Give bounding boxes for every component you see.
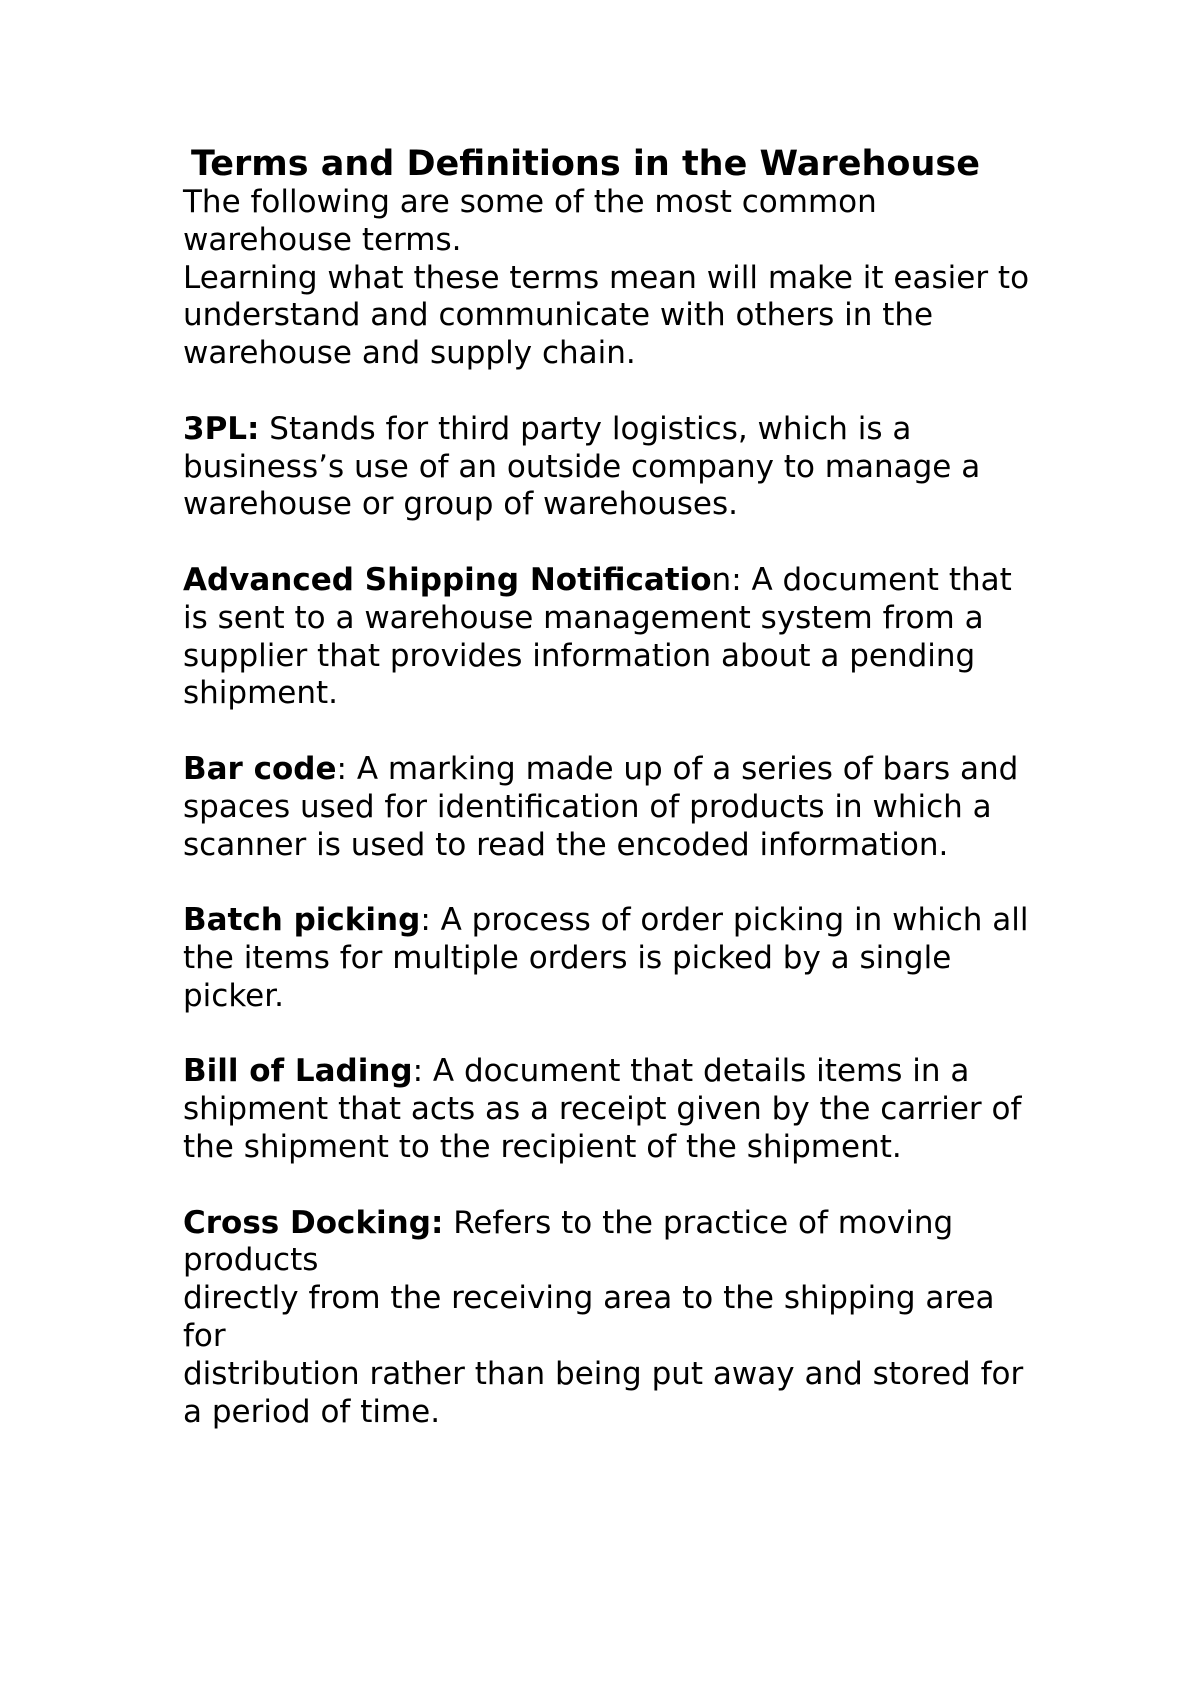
document-title: Terms and Definitions in the Warehouse [191,144,980,184]
term-definition: Stands for third party logistics, which is a business’s use of an outside company to manage a warehouse or group of warehouses. [183,410,981,523]
intro-paragraph: The following are some of the most common warehouse terms. [183,184,877,258]
term-definition: n: A document that is sent to a warehouse management system from a supplier that provides information about a pending shipment. [183,561,1012,712]
term-definition: : A document that details items in a shipment that acts as a receipt given by the carrier of the shipment to the recipient of the shipment. [183,1053,1022,1165]
term-definition-line: distribution rather than being put away and stored for a period of time. [183,1355,1024,1430]
intro-paragraph: Learning what these terms mean will make it easier to understand and communicate with others in the warehouse and supply chain. [183,259,1030,372]
term-definition: : A process of order picking in which all the items for multiple orders is picked by a single picker. [183,902,1029,1014]
term-label: Advanced Shipping Notificatio [183,561,712,598]
term-entry-3pl [183,411,1043,524]
term-label: Bill of Lading [183,1053,413,1090]
intro-section [183,184,1043,373]
term-entry-bar-code [183,751,1043,864]
term-entry-batch-picking [183,902,1043,1015]
document-content [183,144,1043,1431]
term-label: Batch picking [183,902,421,939]
term-definition-line [183,1205,1043,1281]
term-definition: : A marking made up of a series of bars and spaces used for identification of products in which a scanner is used to read the encoded information. [183,750,1019,863]
term-entry-cross-docking [183,1205,1043,1432]
term-label: 3PL: [183,410,260,447]
term-label: Bar code [183,750,337,787]
term-definition-line: directly from the receiving area to the shipping area for [183,1280,995,1354]
term-entry-bill-of-lading [183,1053,1043,1166]
term-definition: Refers to the practice of moving products [183,1204,954,1279]
term-label: Cross Docking: [183,1204,444,1241]
term-entry-asn [183,562,1043,713]
